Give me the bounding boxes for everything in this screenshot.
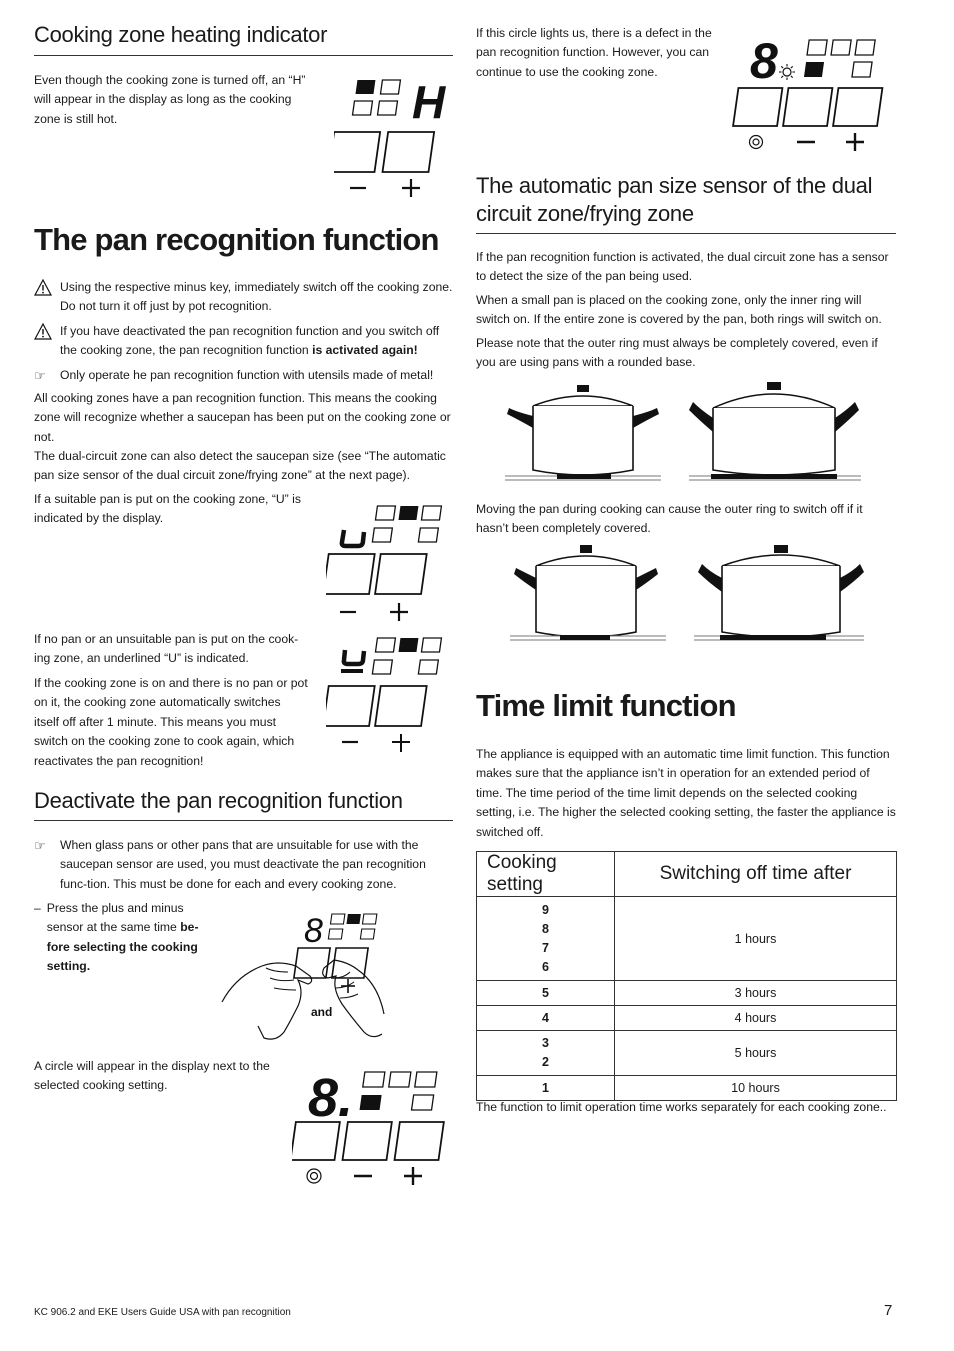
deactivate-rule [34, 820, 453, 821]
minus-sensor [334, 132, 380, 172]
time-limit-para: The appliance is equipped with an automatic time limit function. This function makes sure that the appliance isn’t in operation for an extended period of time. The time period of the time limit depends on the selected cooking setting, i.e. The higher the selected cooking setting, the faster the appliance is switched off. [476, 747, 896, 839]
display-digit-8-dot: 8. [308, 1068, 354, 1128]
step-text: Press the plus and minus sensor at the same time [46, 901, 184, 935]
pointing-hand-icon: ☞ [34, 368, 46, 383]
large-pot-illustration [689, 382, 861, 480]
display-digit-8: 8 [304, 912, 323, 950]
page-number: 7 [884, 1302, 893, 1319]
warning-triangle-icon [34, 322, 52, 341]
pan-para-1: All cooking zones have a pan recognition function. This means the cooking zone will recognize whether a saucepan has been put on the cooking zone or not. [34, 391, 451, 444]
table-cell-settings: 1 [477, 1076, 615, 1101]
u-display-diagram [326, 502, 450, 626]
pots-illustration-2 [510, 542, 872, 646]
underlined-u-display-diagram [326, 634, 450, 758]
table-cell-time: 4 hours [615, 1006, 897, 1031]
auto-para-2: When a small pan is placed on the cooking zone, only the inner ring will switch on. If the entire zone is covered by the pan, both rings will switch on. [476, 293, 882, 327]
table-row [477, 1031, 897, 1076]
table-cell-settings: 4 [477, 1006, 615, 1031]
defect-text: If this circle lights us, there is a defect in the pan recognition function. However, you can continue to use the cooking zone. [476, 26, 712, 79]
auto-sensor-heading: The automatic pan size sensor of the dual circuit zone/frying zone [476, 173, 873, 226]
table-row [477, 981, 897, 1006]
warning-1 [34, 278, 453, 317]
plus-sensor [383, 132, 435, 172]
warning-2-text: If you have deactivated the pan recognition function and you switch off the cooking zone, the pan recognition function [60, 324, 440, 358]
small-pot-illustration [505, 385, 661, 480]
pan-recognition-title: The pan recognition function [34, 222, 439, 257]
step-emphasis: be-fore selecting the cooking setting. [46, 920, 199, 974]
circle-display-diagram [292, 1064, 452, 1192]
warning-2-emphasis: is activated again! [312, 343, 418, 358]
footer-text: KC 906.2 and EKE Users Guide USA with pan recognition [34, 1307, 291, 1318]
table-cell-settings: 3 2 [477, 1031, 615, 1076]
shifted-pot-illustration [694, 545, 864, 640]
pan-para-6: A circle will appear in the display next to the selected cooking setting. [34, 1059, 270, 1093]
heating-heading: Cooking zone heating indicator [34, 22, 328, 47]
pan-para-5: If the cooking zone is on and there is no pan or pot on it, the cooking zone automatically switches itself off after 1 minute. This means you must switch on the cooking zone to cook again, which reactivates the pan recognition! [34, 676, 308, 768]
circle-icon [750, 136, 763, 149]
table-cell-time: 10 hours [615, 1076, 897, 1101]
table-cell-time: 3 hours [615, 981, 897, 1006]
pointing-hand-icon: ☞ [34, 838, 46, 853]
display-digit-8: 8 [750, 34, 778, 89]
tip-2 [34, 836, 453, 894]
right-hand-illustration [323, 960, 384, 1037]
warning-1-text: Using the respective minus key, immediately switch off the cooking zone. Do not turn it off just by pot recognition. [60, 280, 453, 314]
display-digit-u-underlined [344, 650, 364, 664]
display-digit-u [342, 530, 364, 546]
table-cell-settings: 9 8 7 6 [477, 897, 615, 981]
centered-pot-illustration [510, 545, 666, 640]
level-block-filled [355, 80, 375, 94]
table-row [477, 897, 897, 981]
auto-para-1: If the pan recognition function is activated, the dual circuit zone has a sensor to detect the size of the pan being used. [476, 250, 889, 284]
warning-2 [34, 322, 453, 361]
table-header-setting: Cooking setting [477, 852, 615, 897]
and-label: and [311, 1005, 333, 1019]
table-row [477, 1006, 897, 1031]
step-dash: – [34, 901, 41, 915]
table-header-time: Switching off time after [615, 852, 897, 897]
display-digit-h: H [412, 76, 446, 128]
table-cell-time: 5 hours [615, 1031, 897, 1076]
heating-display-diagram [334, 76, 454, 200]
pan-para-2: The dual-circuit zone can also detect the saucepan size (see “The automatic pan size sensor of the dual circuit zone/frying zone” at the next page). [34, 449, 446, 483]
pan-para-3: If a suitable pan is put on the cooking zone, “U” is indicated by the display. [34, 492, 301, 526]
defect-display-diagram [730, 34, 890, 158]
table-row [477, 1076, 897, 1101]
pan-para-4: If no pan or an unsuitable pan is put on the cook-ing zone, an underlined “U” is indicated. [34, 632, 299, 666]
circle-icon [307, 1169, 321, 1183]
tip-2-text: When glass pans or other pans that are unsuitable for use with the saucepan sensor are used, you must deactivate the pan recognition func-tion. This must be done for each and every cooking zone. [60, 838, 426, 891]
warning-triangle-icon [34, 278, 52, 297]
time-limit-table [476, 851, 897, 1101]
sun-icon [779, 64, 795, 80]
step-instruction [34, 899, 209, 977]
table-cell-time: 1 hours [615, 897, 897, 981]
hands-pressing-diagram [218, 906, 388, 1046]
table-cell-settings: 5 [477, 981, 615, 1006]
table-header-row [477, 852, 897, 897]
tip-1-text: Only operate he pan recognition function with utensils made of metal! [60, 368, 434, 382]
deactivate-heading: Deactivate the pan recognition function [34, 788, 403, 813]
moving-text: Moving the pan during cooking can cause the outer ring to switch off if it hasn’t been completely covered. [476, 502, 863, 536]
tip-1 [34, 366, 453, 385]
left-hand-illustration [222, 963, 312, 1039]
after-table-text: The function to limit operation time works separately for each cooking zone.. [476, 1100, 887, 1114]
time-limit-title: Time limit function [476, 688, 736, 723]
heating-rule [34, 55, 453, 56]
pots-illustration-1 [505, 380, 877, 486]
auto-sensor-rule [476, 233, 896, 234]
heating-text: Even though the cooking zone is turned off, an “H” will appear in the display as long as the cooking zone is still hot. [34, 73, 306, 126]
auto-para-3: Please note that the outer ring must always be completely covered, even if you are using pans with a rounded base. [476, 336, 878, 370]
